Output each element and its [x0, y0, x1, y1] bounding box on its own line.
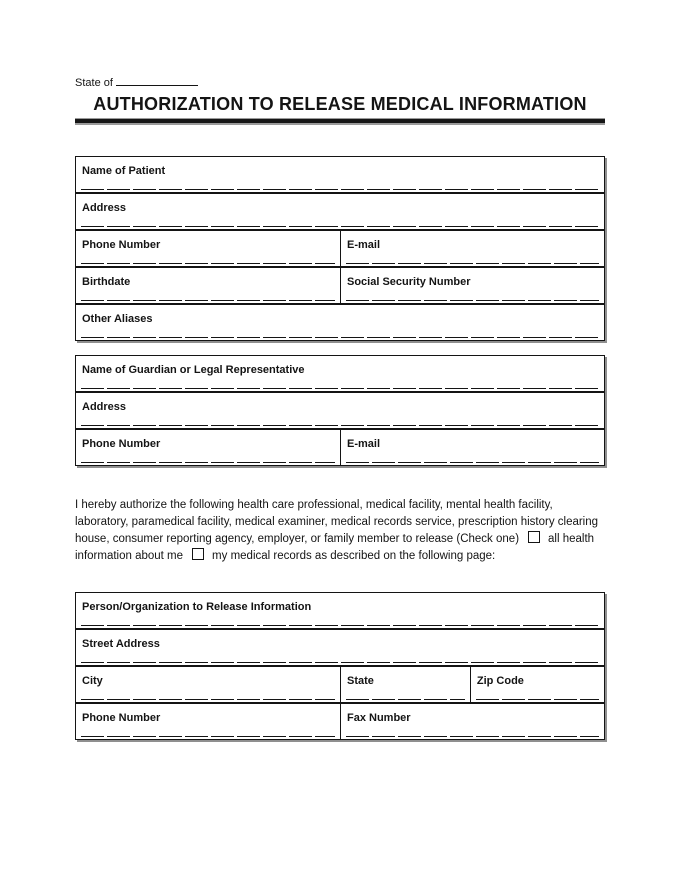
recipient-state-field[interactable]: [346, 699, 465, 701]
section-gap: [75, 466, 605, 485]
medical-records-option-text: my medical records as described on the following page:: [212, 549, 496, 562]
name-of-patient-field[interactable]: [81, 189, 599, 191]
form-field-cell: [76, 194, 604, 229]
medical-records-checkbox[interactable]: [192, 548, 204, 560]
form-field-cell: [76, 305, 604, 340]
form-field-cell: [76, 157, 604, 192]
state-name-field[interactable]: [116, 74, 198, 86]
guardian-email-field[interactable]: [346, 462, 599, 464]
field-label: Address: [82, 202, 127, 214]
field-label: Street Address: [82, 638, 160, 650]
table-row: [76, 356, 604, 391]
recipient-fax-field[interactable]: [346, 736, 599, 738]
table-row: [76, 428, 604, 465]
form-field-cell: [76, 704, 340, 739]
table-row: [76, 229, 604, 266]
field-label: Social Security Number: [347, 276, 471, 288]
section-gap: [75, 341, 605, 355]
all-health-option-text: all health information about me: [75, 532, 595, 562]
form-field-cell: [76, 356, 604, 391]
state-of-line: [75, 0, 605, 89]
document-content: [75, 0, 605, 880]
form-field-cell: [340, 231, 604, 266]
form-field-cell: [76, 630, 604, 665]
table-row: [76, 192, 604, 229]
form-field-cell: [340, 430, 604, 465]
field-label: Phone Number: [82, 712, 161, 724]
guardian-address-field[interactable]: [81, 425, 599, 427]
all-health-checkbox[interactable]: [528, 531, 540, 543]
recipient-info-table: [75, 592, 605, 740]
recipient-street-address-field[interactable]: [81, 662, 599, 664]
form-field-cell: [76, 430, 340, 465]
recipient-phone-field[interactable]: [81, 736, 335, 738]
table-row: [76, 157, 604, 192]
table-row: [76, 702, 604, 739]
title-rule: [75, 118, 605, 125]
field-label: Name of Patient: [82, 165, 166, 177]
section-gap: [75, 576, 605, 592]
form-field-cell: [340, 268, 604, 303]
recipient-city-field[interactable]: [81, 699, 335, 701]
form-field-cell: [340, 667, 470, 702]
field-label: State: [347, 675, 374, 687]
field-label: E-mail: [347, 438, 381, 450]
form-field-cell: [76, 593, 604, 628]
patient-email-field[interactable]: [346, 263, 599, 265]
guardian-info-table: [75, 355, 605, 466]
field-label: Zip Code: [476, 675, 524, 687]
table-row: [76, 628, 604, 665]
recipient-zip-code-field[interactable]: [476, 699, 599, 701]
form-field-cell: [76, 667, 340, 702]
table-row: [76, 593, 604, 628]
patient-info-table: [75, 156, 605, 341]
form-field-cell: [76, 231, 340, 266]
form-field-cell: [470, 667, 604, 702]
field-label: Other Aliases: [82, 313, 153, 325]
field-label: Phone Number: [82, 239, 161, 251]
guardian-name-field[interactable]: [81, 388, 599, 390]
form-field-cell: [76, 393, 604, 428]
field-label: Birthdate: [82, 276, 131, 288]
social-security-number-field[interactable]: [346, 300, 599, 302]
guardian-phone-field[interactable]: [81, 462, 335, 464]
table-row: [76, 266, 604, 303]
table-row: [76, 303, 604, 340]
authorization-lead-text: I hereby authorize the following health care professional, medical facility, mental health facility, laboratory, paramedical facility, medical examiner, medical records service, prescription history clearing house, consumer reporting agency, employer, or family member to release (Check one): [75, 498, 599, 545]
patient-phone-field[interactable]: [81, 263, 335, 265]
patient-address-field[interactable]: [81, 226, 599, 228]
field-label: City: [82, 675, 103, 687]
table-row: [76, 391, 604, 428]
field-label: Address: [82, 401, 127, 413]
other-aliases-field[interactable]: [81, 337, 599, 339]
form-field-cell: [340, 704, 604, 739]
form-field-cell: [76, 268, 340, 303]
page-title: AUTHORIZATION TO RELEASE MEDICAL INFORMATION: [93, 94, 587, 114]
field-label: Phone Number: [82, 438, 161, 450]
field-label: Person/Organization to Release Information: [82, 601, 312, 613]
table-row: [76, 665, 604, 702]
state-of-label: State of: [75, 77, 113, 89]
authorization-paragraph: [75, 497, 605, 565]
recipient-name-field[interactable]: [81, 625, 599, 627]
field-label: E-mail: [347, 239, 381, 251]
birthdate-field[interactable]: [81, 300, 335, 302]
field-label: Fax Number: [347, 712, 411, 724]
field-label: Name of Guardian or Legal Representative: [82, 364, 305, 376]
